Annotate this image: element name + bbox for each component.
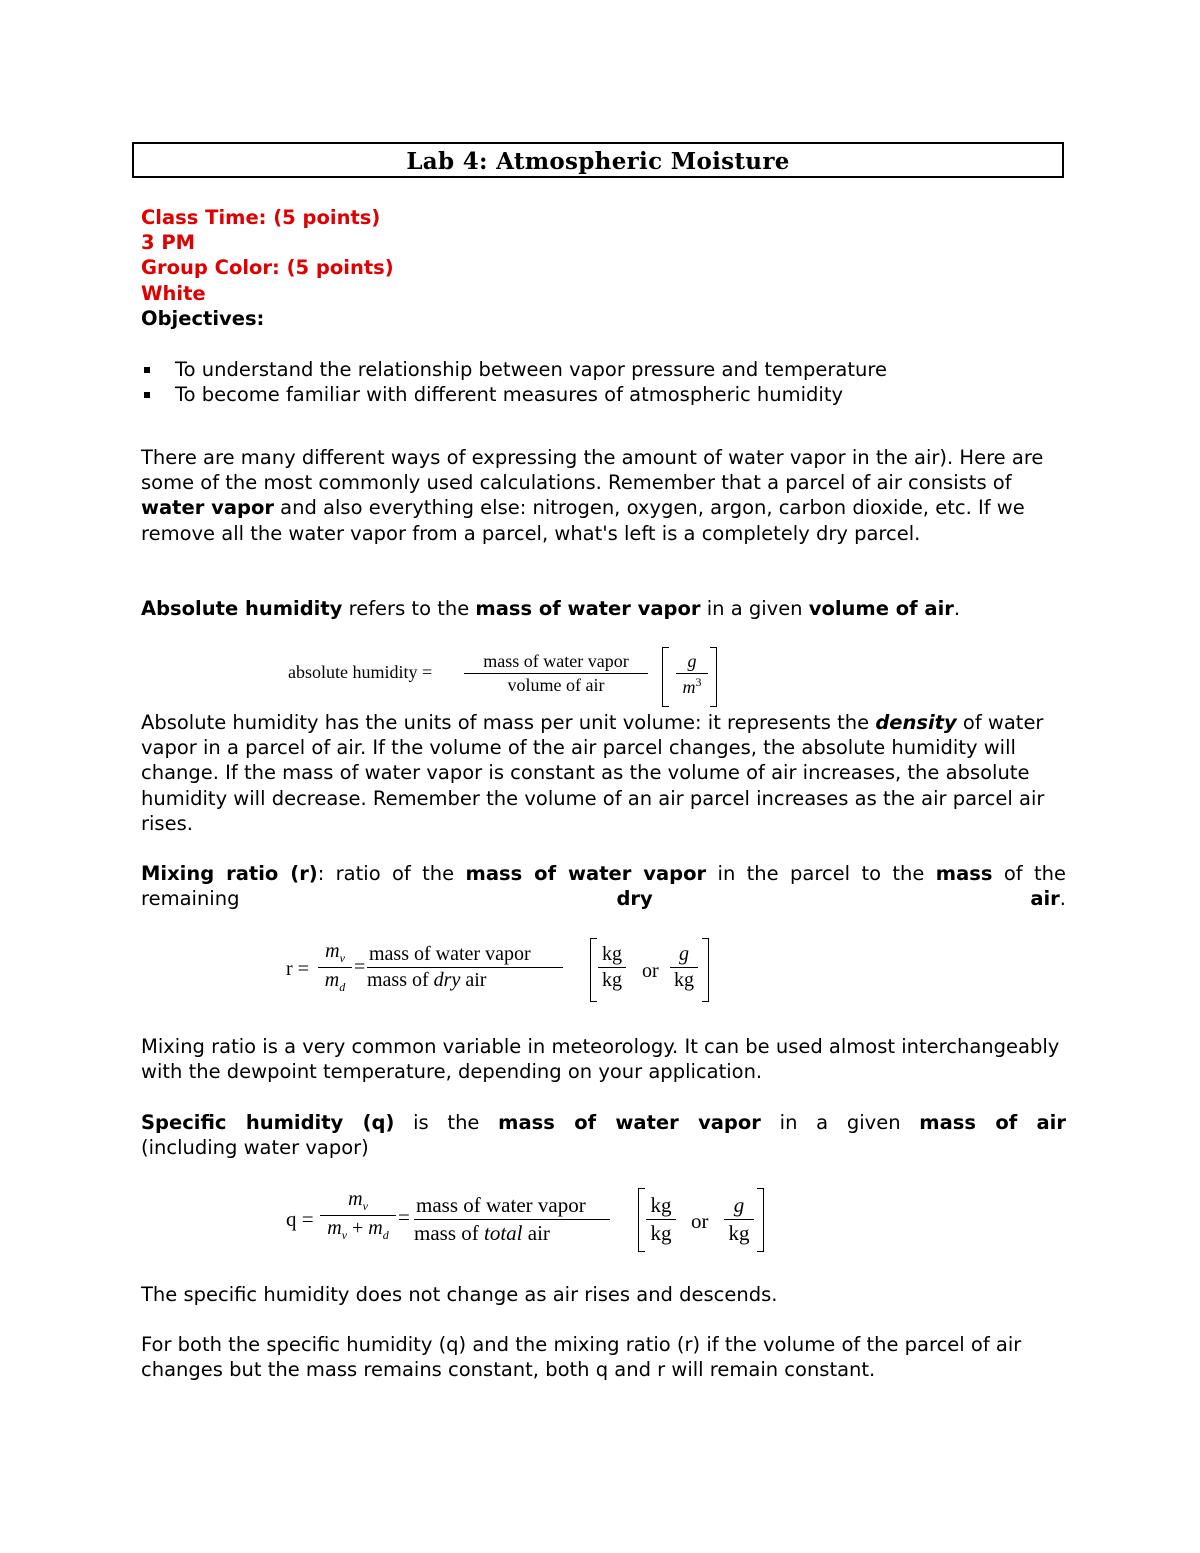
specific-humidity-description: The specific humidity does not change as air rises and descends. bbox=[141, 1283, 778, 1306]
unit-or: or bbox=[691, 1209, 709, 1233]
unit-fraction-kg: $\frac{kg}{kg}$ bbox=[598, 943, 626, 992]
objectives-label: Objectives: bbox=[141, 306, 265, 330]
unit-fraction-g: $\frac{g}{kg}$ bbox=[670, 943, 698, 992]
absolute-humidity-description: Absolute humidity has the units of mass per unit volume: it represents the density of water vapor in a parcel of air. If the volume of the air parcel changes, the absolute humidity will change. If the mass of water vapor is constant as the volume of air increases, the absolute humidity will decrease. Remember the volume of an air parcel increases as the air parcel air rises. bbox=[141, 711, 1045, 835]
right-bracket bbox=[710, 647, 717, 707]
absolute-humidity-definition: Absolute humidity refers to the mass of water vapor in a given volume of air. bbox=[141, 597, 961, 620]
closing-paragraph: For both the specific humidity (q) and the mixing ratio (r) if the volume of the parcel of air changes but the mass remains constant, both q and r will remain constant. bbox=[141, 1333, 1022, 1382]
formula-lhs: absolute humidity = bbox=[288, 662, 433, 682]
objective-item: To understand the relationship between vapor pressure and temperature bbox=[141, 357, 1066, 382]
bullet-square-icon bbox=[144, 392, 150, 398]
left-bracket bbox=[638, 1188, 645, 1252]
formula-word-fraction: mass of water vapor mass of total air bbox=[414, 1193, 610, 1246]
formula-fraction: mass of water vapor volume of air bbox=[464, 651, 648, 696]
unit-or: or bbox=[642, 960, 659, 982]
intro-paragraph: There are many different ways of expressing the amount of water vapor in the air). Here are some of the most commonly used calculations. Remember that a parcel of air consists of water vapor and also everything else: nitrogen, oxygen, argon, carbon dioxide, etc. If we remove all the water vapor from a parcel, what's left is a completely dry parcel. bbox=[141, 446, 1044, 545]
title-box bbox=[132, 142, 1064, 178]
specific-humidity-definition: Specific humidity (q) is the mass of water vapor in a given mass of air (including water vapor) bbox=[141, 1111, 1066, 1160]
formula-symbol-fraction: $\frac{m_v}{m_v + m_d}$ bbox=[320, 1188, 396, 1243]
mixing-ratio-definition-line1: Mixing ratio (r): ratio of the mass of water vapor in the parcel to the mass of the remaining dry air. bbox=[141, 862, 1066, 911]
formula-equals: = bbox=[398, 1205, 410, 1229]
unit-fraction-kg: $\frac{kg}{kg}$ bbox=[646, 1193, 676, 1246]
class-time-label: Class Time: (5 points) bbox=[141, 206, 381, 229]
class-time-value: 3 PM bbox=[141, 231, 196, 255]
right-bracket bbox=[757, 1188, 764, 1252]
right-bracket bbox=[702, 938, 709, 1002]
header-info bbox=[141, 205, 1066, 331]
unit-fraction: $\frac{g}{m^3}$ bbox=[676, 651, 708, 698]
formula-equals: = bbox=[354, 956, 366, 978]
formula-lhs: q = bbox=[286, 1207, 314, 1231]
unit-fraction-g: $\frac{g}{kg}$ bbox=[724, 1193, 754, 1246]
group-color-value: White bbox=[141, 281, 206, 305]
group-color-label: Group Color: (5 points) bbox=[141, 256, 394, 280]
objective-item: To become familiar with different measures of atmospheric humidity bbox=[141, 382, 1066, 407]
left-bracket bbox=[590, 938, 597, 1002]
bullet-square-icon bbox=[144, 367, 150, 373]
formula-symbol-fraction: $\frac{m_v}{m_d}$ bbox=[318, 940, 352, 995]
formula-lhs: r = bbox=[286, 958, 309, 980]
left-bracket bbox=[662, 647, 669, 707]
objectives-list bbox=[141, 357, 1066, 407]
mixing-ratio-description: Mixing ratio is a very common variable in meteorology. It can be used almost interchangeably with the dewpoint temperature, depending on your application. bbox=[141, 1035, 1060, 1084]
page-title: Lab 4: Atmospheric Moisture bbox=[406, 148, 790, 175]
formula-word-fraction: mass of water vapor mass of dry air bbox=[367, 943, 563, 992]
